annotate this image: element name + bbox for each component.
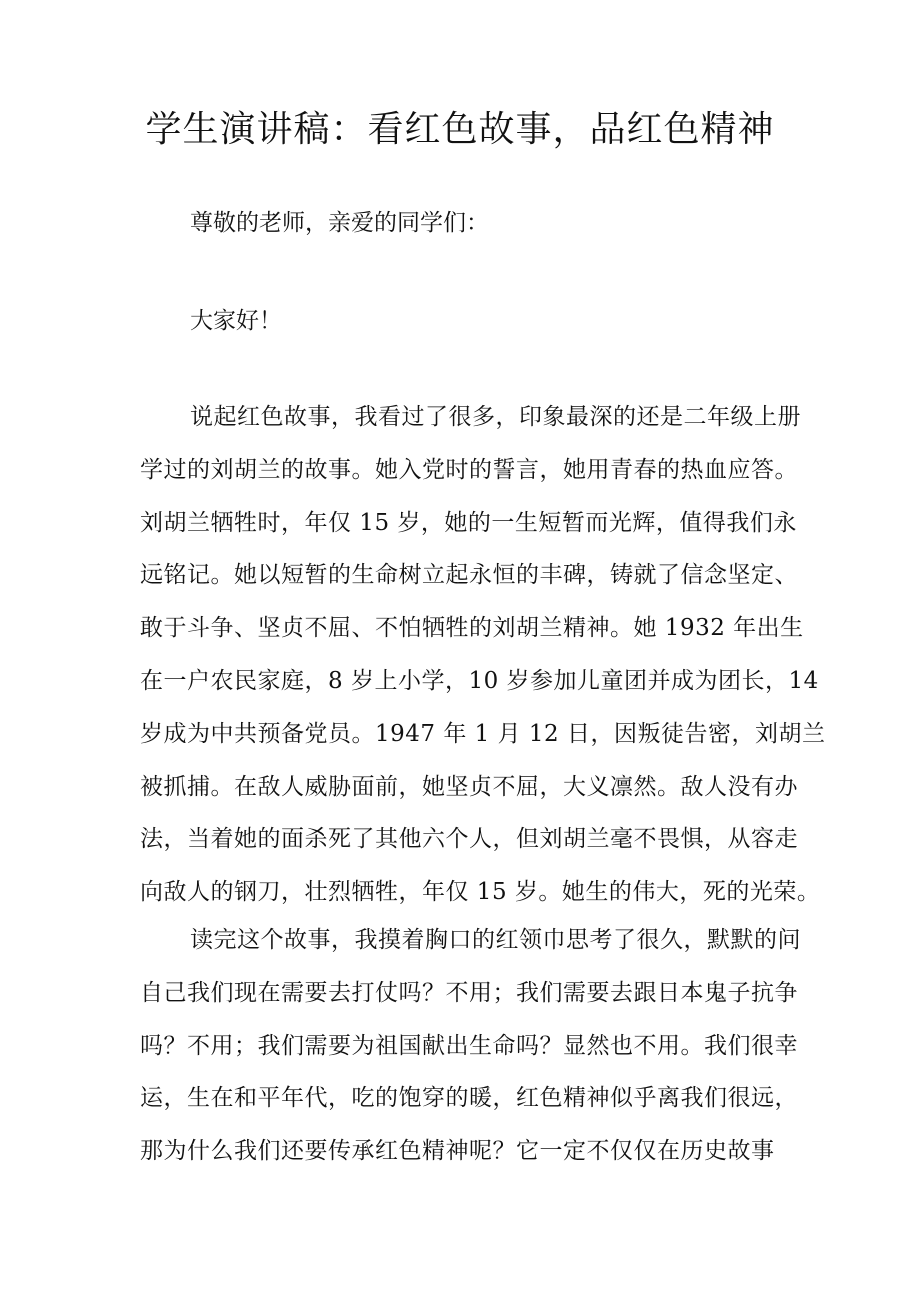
- paragraph-line: 在一户农民家庭，8 岁上小学，10 岁参加儿童团并成为团长，14: [140, 667, 819, 694]
- paragraph-line: 学过的刘胡兰的故事。她入党时的誓言，她用青春的热血应答。: [140, 456, 798, 483]
- paragraph-line: 远铭记。她以短暂的生命树立起永恒的丰碑，铸就了信念坚定、: [140, 562, 798, 589]
- paragraph-line: 敢于斗争、坚贞不屈、不怕牺牲的刘胡兰精神。她 1932 年出生: [140, 615, 804, 642]
- paragraph-1: [140, 391, 826, 919]
- paragraph-line: 吗？不用；我们需要为祖国献出生命吗？显然也不用。我们很幸: [140, 1032, 798, 1059]
- paragraph-line: 刘胡兰牺牲时，年仅 15 岁，她的一生短暂而光辉，值得我们永: [140, 509, 797, 536]
- paragraph-2: [140, 914, 800, 1178]
- paragraph-line: 说起红色故事，我看过了很多，印象最深的还是二年级上册: [190, 404, 801, 430]
- greeting: 大家好！: [190, 308, 282, 334]
- paragraph-line: 法，当着她的面杀死了其他六个人，但刘胡兰毫不畏惧，从容走: [140, 826, 798, 853]
- paragraph-line: 自己我们现在需要去打仗吗？不用；我们需要去跟日本鬼子抗争: [140, 979, 798, 1006]
- salutation: 尊敬的老师，亲爱的同学们：: [190, 210, 489, 236]
- paragraph-line: 被抓捕。在敌人威胁面前，她坚贞不屈，大义凛然。敌人没有办: [140, 773, 798, 800]
- paragraph-line: 读完这个故事，我摸着胸口的红领巾思考了很久，默默的问: [190, 927, 801, 953]
- page-title: 学生演讲稿：看红色故事，品红色精神: [145, 109, 775, 150]
- paragraph-line: 向敌人的钢刀，壮烈牺牲，年仅 15 岁。她生的伟大，死的光荣。: [140, 879, 821, 906]
- paragraph-line: 岁成为中共预备党员。1947 年 1 月 12 日，因叛徒告密，刘胡兰: [140, 720, 826, 747]
- paragraph-line: 那为什么我们还要传承红色精神呢？它一定不仅仅在历史故事: [140, 1138, 775, 1165]
- paragraph-line: 运，生在和平年代，吃的饱穿的暖，红色精神似乎离我们很远，: [140, 1085, 798, 1112]
